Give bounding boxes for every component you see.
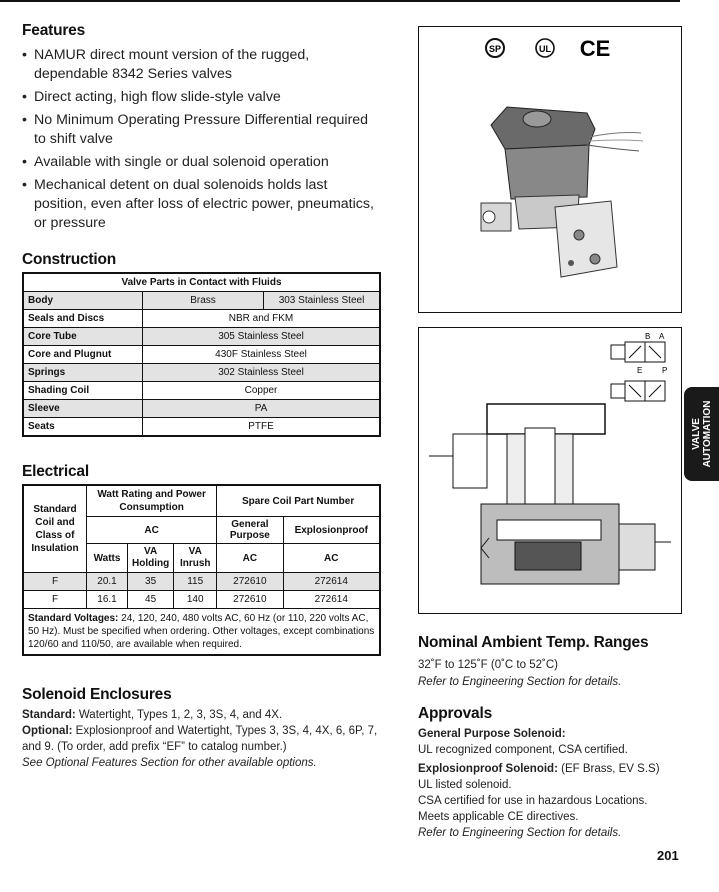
standard-voltages-note [23, 609, 380, 656]
ep-line: CSA certified for use in hazardous Locations. [418, 795, 648, 807]
table-row [23, 400, 380, 418]
ep-line: UL listed solenoid. [418, 779, 512, 791]
table-row [23, 328, 380, 346]
row-value: Brass [143, 292, 264, 310]
table-row [23, 573, 380, 591]
table-row [23, 591, 380, 609]
electrical-heading: Electrical [22, 463, 89, 480]
ep-solenoid-label: Explosionproof Solenoid: [418, 763, 558, 775]
table-row [23, 310, 380, 328]
feature-item: • Mechanical detent on dual solenoids holds last position, even after loss of electric power, pneumatics, or pressure [22, 176, 382, 233]
left-column [22, 22, 382, 771]
construction-table-header: Valve Parts in Contact with Fluids [23, 273, 380, 292]
table-row [23, 418, 380, 437]
row-label: Body [23, 292, 143, 310]
row-label: Shading Coil [23, 382, 143, 400]
ep-cell: 272614 [283, 591, 380, 609]
feature-item: • Available with single or dual solenoid operation [22, 153, 382, 172]
electrical-table [22, 484, 381, 656]
row-value: 305 Stainless Steel [143, 328, 381, 346]
row-value-2: 303 Stainless Steel [264, 292, 381, 310]
gp-solenoid-text: UL recognized component, CSA certified. [418, 744, 628, 756]
gp-cell: 272610 [217, 591, 283, 609]
ambient-heading: Nominal Ambient Temp. Ranges [418, 634, 649, 651]
top-rule [0, 0, 680, 2]
spare-coil-header: Spare Coil Part Number [217, 485, 380, 517]
explosionproof-header: Explosionproof [283, 517, 380, 544]
approvals-refer: Refer to Engineering Section for details. [418, 827, 622, 839]
standard-coil-header: Standard Coil and Class of Insulation [23, 485, 87, 573]
feature-item: • No Minimum Operating Pressure Differential required to shift valve [22, 111, 382, 149]
gp-solenoid-label: General Purpose Solenoid: [418, 728, 566, 740]
features-list [22, 46, 382, 233]
note-label: Standard Voltages: [28, 613, 119, 624]
feature-item: • NAMUR direct mount version of the rugged, dependable 8342 Series valves [22, 46, 382, 84]
row-label: Core and Plugnut [23, 346, 143, 364]
ep-solenoid-suffix: (EF Brass, EV S.S) [557, 763, 660, 775]
watts-header: Watts [87, 544, 128, 573]
ambient-range: 32˚F to 125˚F (0˚C to 52˚C) [418, 659, 558, 671]
class-cell: F [23, 591, 87, 609]
enclosures-body [22, 707, 387, 771]
holding-cell: 35 [128, 573, 174, 591]
page-number: 201 [657, 848, 679, 863]
standard-text: Watertight, Types 1, 2, 3, 3S, 4, and 4X. [75, 709, 283, 721]
watts-cell: 16.1 [87, 591, 128, 609]
row-value: 302 Stainless Steel [143, 364, 381, 382]
class-cell: F [23, 573, 87, 591]
optional-text: Explosionproof and Watertight, Types 3, 3S, 4, 4X, 6, 6P, 7, and 9. (To order, add prefix “EF” to catalog number.) [22, 725, 378, 753]
ac-header: AC [87, 517, 217, 544]
port-e-label: E [637, 366, 643, 375]
valve-schematic-symbol-icon [611, 332, 667, 401]
product-photo [419, 27, 681, 312]
table-row [23, 346, 380, 364]
row-value: NBR and FKM [143, 310, 381, 328]
construction-heading: Construction [22, 251, 117, 268]
approvals-heading: Approvals [418, 705, 492, 722]
optional-label: Optional: [22, 725, 73, 737]
gp-cell: 272610 [217, 573, 283, 591]
row-label: Springs [23, 364, 143, 382]
inrush-cell: 115 [174, 573, 217, 591]
csa-text: SP [488, 44, 502, 54]
features-heading: Features [22, 22, 86, 39]
tab-line-2: AUTOMATION [701, 400, 713, 468]
ep-cell: 272614 [283, 573, 380, 591]
row-label: Core Tube [23, 328, 143, 346]
row-label: Seals and Discs [23, 310, 143, 328]
ce-mark-icon: CE [579, 36, 611, 61]
ep-line: Meets applicable CE directives. [418, 811, 579, 823]
diagram-frame [418, 327, 682, 614]
row-value: PA [143, 400, 381, 418]
note-text: 24, 120, 240, 480 volts AC, 60 Hz (or 110, 220 volts AC, 50 Hz). Must be specified when ordering. Other voltages, except combinations 120/60 and 110/50, are available when required. [28, 613, 375, 650]
feature-item: • Direct acting, high flow slide-style valve [22, 88, 382, 107]
watts-cell: 20.1 [87, 573, 128, 591]
csa-mark-icon [486, 39, 504, 57]
table-row [23, 382, 380, 400]
gp-ac-header: AC [217, 544, 283, 573]
row-value: PTFE [143, 418, 381, 437]
row-value: 430F Stainless Steel [143, 346, 381, 364]
standard-label: Standard: [22, 709, 76, 721]
product-photo-frame [418, 26, 682, 313]
general-purpose-header: General Purpose [217, 517, 283, 544]
see-options-note: See Optional Features Section for other available options. [22, 757, 317, 769]
valve-cutaway-icon [429, 404, 671, 584]
table-row [23, 364, 380, 382]
port-b-label: B [645, 332, 651, 341]
ul-text: UL [539, 44, 551, 54]
port-p-label: P [662, 366, 668, 375]
row-value: Copper [143, 382, 381, 400]
va-holding-header: VA Holding [128, 544, 174, 573]
row-label: Seats [23, 418, 143, 437]
approvals-body [418, 726, 680, 841]
inrush-cell: 140 [174, 591, 217, 609]
right-column-text [418, 634, 680, 841]
port-a-label: A [659, 332, 665, 341]
va-inrush-header: VA Inrush [174, 544, 217, 573]
table-row [23, 292, 380, 310]
holding-cell: 45 [128, 591, 174, 609]
section-tab [684, 387, 719, 481]
row-label: Sleeve [23, 400, 143, 418]
cross-section-diagram [419, 328, 681, 613]
valve-illustration-icon [481, 107, 643, 277]
ul-mark-icon [536, 39, 554, 57]
section-tab-label [691, 401, 713, 468]
watt-rating-header: Watt Rating and Power Consumption [87, 485, 217, 517]
tab-line-1: VALVE [690, 418, 702, 450]
enclosures-heading: Solenoid Enclosures [22, 686, 172, 703]
construction-table [22, 272, 381, 437]
ambient-refer: Refer to Engineering Section for details. [418, 676, 622, 688]
ep-ac-header: AC [283, 544, 380, 573]
